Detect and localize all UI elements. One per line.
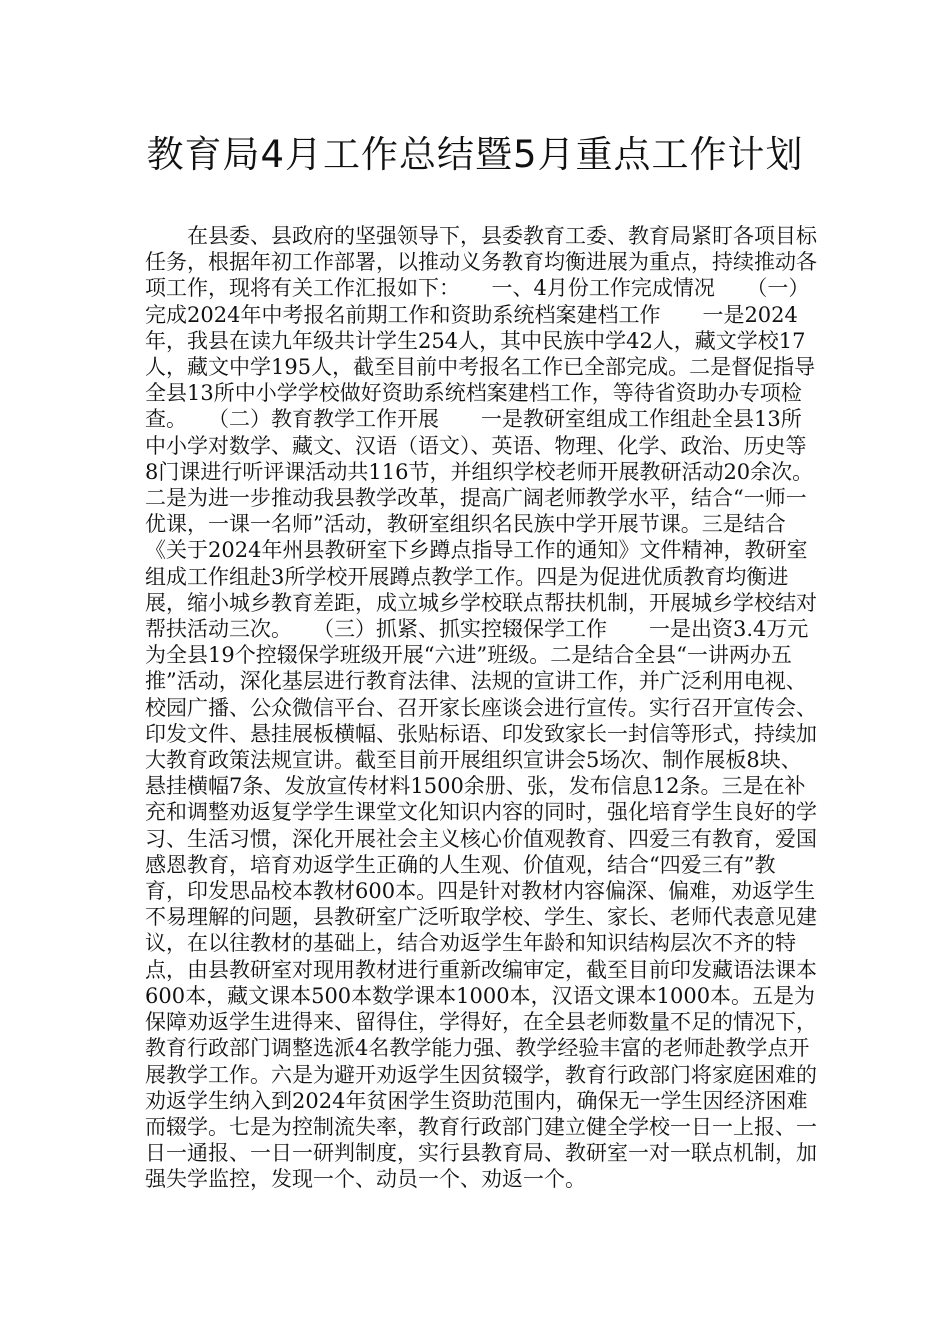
document-title: 教育局4月工作总结暨5月重点工作计划 — [146, 133, 804, 176]
document-body-paragraph: 在县委、县政府的坚强领导下，县委教育工委、教育局紧盯各项目标任务，根据年初工作部署，以推动义务教育均衡进展为重点，持续推动各项工作，现将有关工作汇报如下： 一、4月份工作完成情况 （一）完成2024年中考报名前期工作和资助系统档案建档工作 一是2024年，我县在读九年级共计学生254人，其中民族中学42人，藏文学校17人，藏文中学195人，截至目前中考报名工作已全部完成。二是督促指导全县13所中小学学校做好资助系统档案建档工作，等待省资助办专项检查。 （二）教育教学工作开展 一是教研室组成工作组赴全县13所中小学对数学、藏文、汉语（语文）、英语、物理、化学、政治、历史等8门课进行听评课活动共116节，并组织学校老师开展教研活动20余次。二是为进一步推动我县教学改革，提高广阔老师教学水平，结合“一师一优课，一课一名师”活动，教研室组织名民族中学开展节课。三是结合《关于2024年州县教研室下乡蹲点指导工作的通知》文件精神，教研室组成工作组赴3所学校开展蹲点教学工作。四是为促进优质教育均衡进展，缩小城乡教育差距，成立城乡学校联点帮扶机制，开展城乡学校结对帮扶活动三次。 （三）抓紧、抓实控辍保学工作 一是出资3.4万元为全县19个控辍保学班级开展“六进”班级。二是结合全县“一讲两办五推”活动，深化基层进行教育法律、法规的宣讲工作，并广泛利用电视、校园广播、公众微信平台、召开家长座谈会进行宣传。实行召开宣传会、印发文件、悬挂展板横幅、张贴标语、印发致家长一封信等形式，持续加大教育政策法规宣讲。截至目前开展组织宣讲会5场次、制作展板8块、悬挂横幅7条、发放宣传材料1500余册、张，发布信息12条。三是在补充和调整劝返复学学生课堂文化知识内容的同时，强化培育学生良好的学习、生活习惯，深化开展社会主义核心价值观教育、四爱三有教育，爱国感恩教育，培育劝返学生正确的人生观、价值观，结合“四爱三有”教育，印发思品校本教材600本。四是针对教材内容偏深、偏难，劝返学生不易理解的问题，县教研室广泛听取学校、学生、家长、老师代表意见建议，在以往教材的基础上，结合劝返学生年龄和知识结构层次不齐的特点，由县教研室对现用教材进行重新改编审定，截至目前印发藏语法课本600本，藏文课本500本数学课本1000本，汉语文课本1000本。五是为保障劝返学生进得来、留得住，学得好，在全县老师数量不足的情况下，教育行政部门调整选派4名教学能力强、教学经验丰富的老师赴教学点开展教学工作。六是为避开劝返学生因贫辍学，教育行政部门将家庭困难的劝返学生纳入到2024年贫困学生资助范围内，确保无一学生因经济困难而辍学。七是为控制流失率，教育行政部门建立健全学校一日一上报、一日一通报、一日一研判制度，实行县教育局、教研室一对一联点机制，加强失学监控，发现一个、动员一个、劝返一个。 — [145, 224, 817, 1192]
